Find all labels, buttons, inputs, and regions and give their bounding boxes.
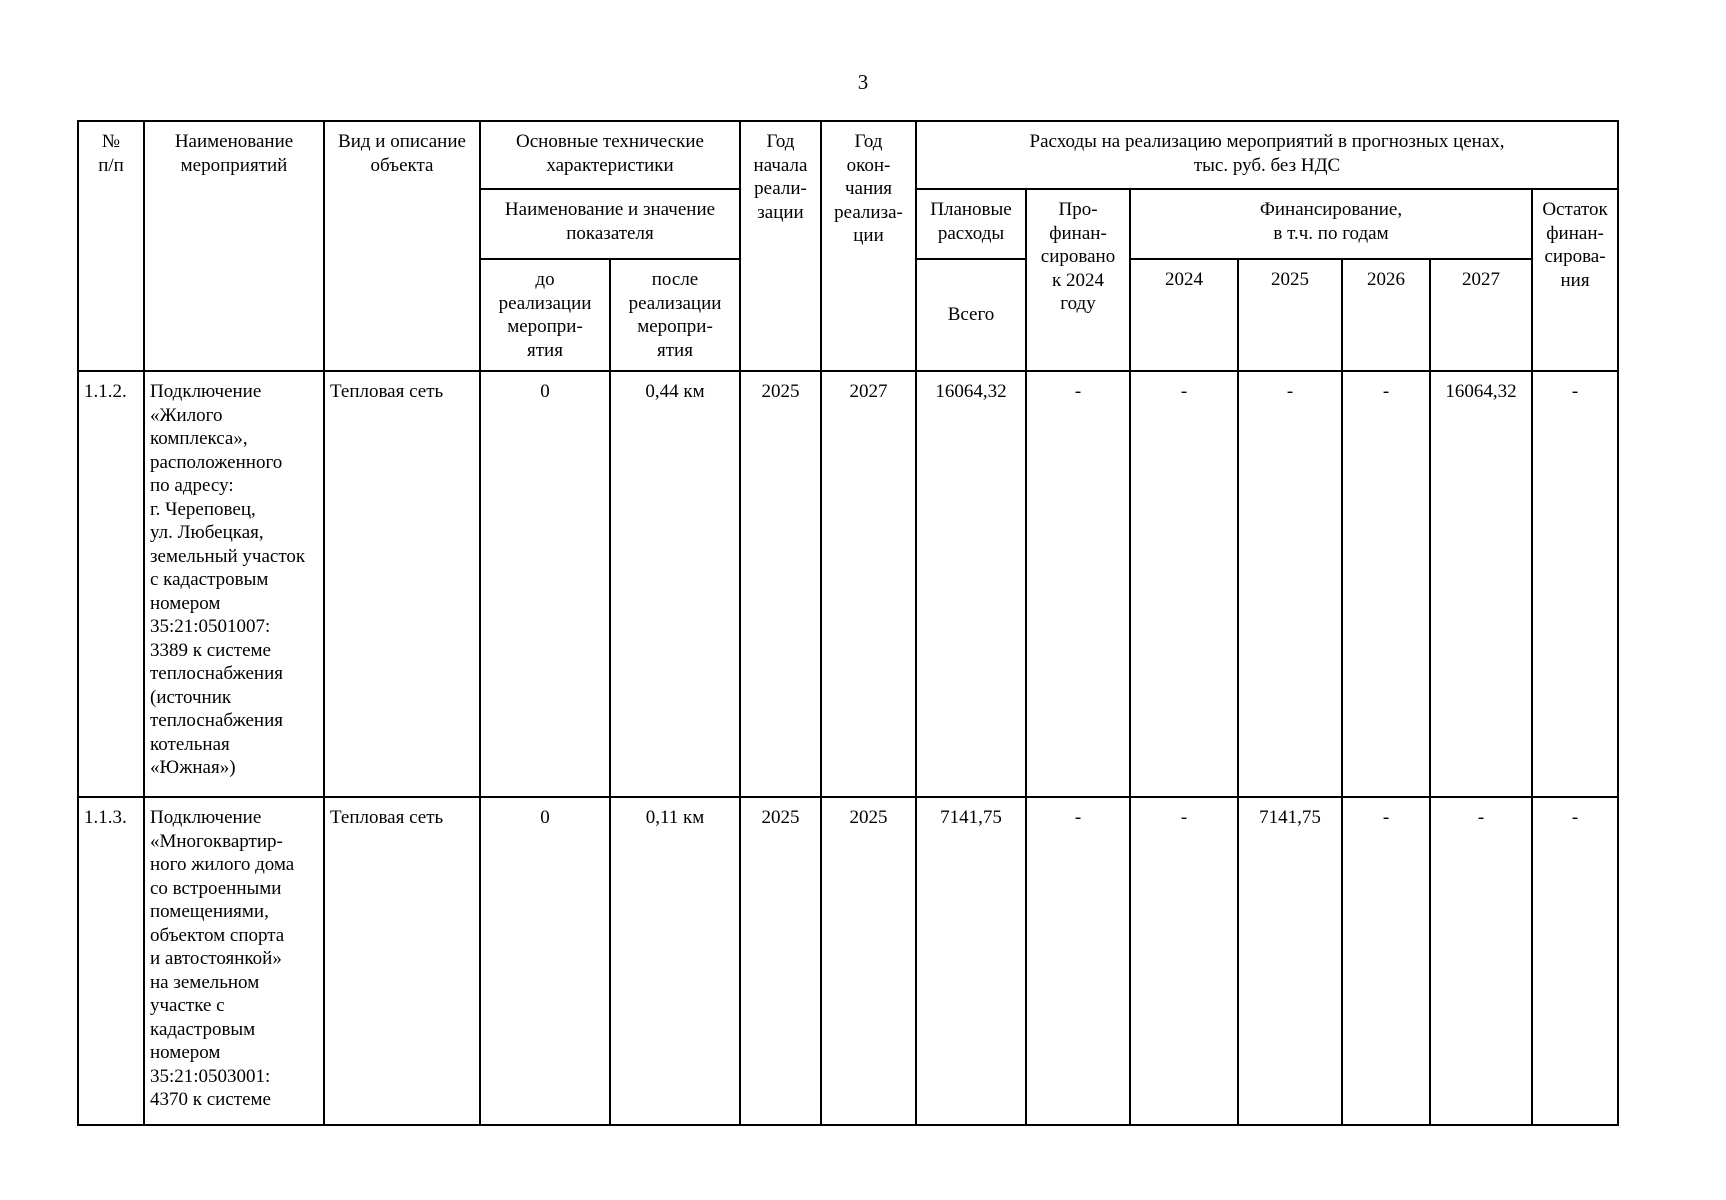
year-header-2027: 2027	[1430, 259, 1532, 371]
tech-header: Основные технические характеристики	[480, 121, 740, 189]
year-header-2025: 2025	[1238, 259, 1342, 371]
row-financed: -	[1026, 371, 1130, 797]
expenses-header: Расходы на реализацию мероприятий в прогнозных ценах, тыс. руб. без НДС	[916, 121, 1618, 189]
total-header: Всего	[916, 259, 1026, 371]
col-type-header: Вид и описание объекта	[324, 121, 480, 371]
row-2025: 7141,75	[1238, 797, 1342, 1125]
row-year-end: 2025	[821, 797, 916, 1125]
row-after: 0,44 км	[610, 371, 740, 797]
row-number: 1.1.2.	[78, 371, 144, 797]
row-2027: 16064,32	[1430, 371, 1532, 797]
row-number: 1.1.3.	[78, 797, 144, 1125]
row-2024: -	[1130, 371, 1238, 797]
row-total: 7141,75	[916, 797, 1026, 1125]
row-type: Тепловая сеть	[324, 797, 480, 1125]
row-financed: -	[1026, 797, 1130, 1125]
year-header-2024: 2024	[1130, 259, 1238, 371]
row-year-end: 2027	[821, 371, 916, 797]
before-header: до реализации меропри- ятия	[480, 259, 610, 371]
row-remainder: -	[1532, 797, 1618, 1125]
investment-table	[77, 120, 1619, 1126]
table-row	[78, 371, 1618, 797]
row-2025: -	[1238, 371, 1342, 797]
remainder-header: Остаток финан- сирова- ния	[1532, 189, 1618, 371]
row-remainder: -	[1532, 371, 1618, 797]
row-year-start: 2025	[740, 797, 821, 1125]
row-year-start: 2025	[740, 371, 821, 797]
row-2026: -	[1342, 371, 1430, 797]
col-num-header: № п/п	[78, 121, 144, 371]
planned-header: Плановые расходы	[916, 189, 1026, 259]
table-row	[78, 797, 1618, 1125]
row-2026: -	[1342, 797, 1430, 1125]
year-header-2026: 2026	[1342, 259, 1430, 371]
page-number: 3	[857, 70, 869, 94]
row-2024: -	[1130, 797, 1238, 1125]
row-before: 0	[480, 371, 610, 797]
year-start-header: Год начала реали- зации	[740, 121, 821, 371]
row-type: Тепловая сеть	[324, 371, 480, 797]
row-total: 16064,32	[916, 371, 1026, 797]
row-after: 0,11 км	[610, 797, 740, 1125]
row-name: Подключение «Многоквартир- ного жилого дома со встроенными помещениями, объектом спорта и автостоянкой» на земельном участке с кадастровым номером 35:21:0503001: 4370 к системе	[144, 797, 324, 1125]
financing-header: Финансирование, в т.ч. по годам	[1130, 189, 1532, 259]
financed-header: Про- финан- сировано к 2024 году	[1026, 189, 1130, 371]
row-2027: -	[1430, 797, 1532, 1125]
header-row-1	[78, 121, 1618, 189]
tech-sub-header: Наименование и значение показателя	[480, 189, 740, 259]
col-name-header: Наименование мероприятий	[144, 121, 324, 371]
row-name: Подключение «Жилого комплекса», расположенного по адресу: г. Череповец, ул. Любецкая, земельный участок с кадастровым номером 35:21:0501007: 3389 к системе теплоснабжения (источник теплоснабжения котельная «Южная»)	[144, 371, 324, 797]
year-end-header: Год окон- чания реализа- ции	[821, 121, 916, 371]
after-header: после реализации меропри- ятия	[610, 259, 740, 371]
row-before: 0	[480, 797, 610, 1125]
